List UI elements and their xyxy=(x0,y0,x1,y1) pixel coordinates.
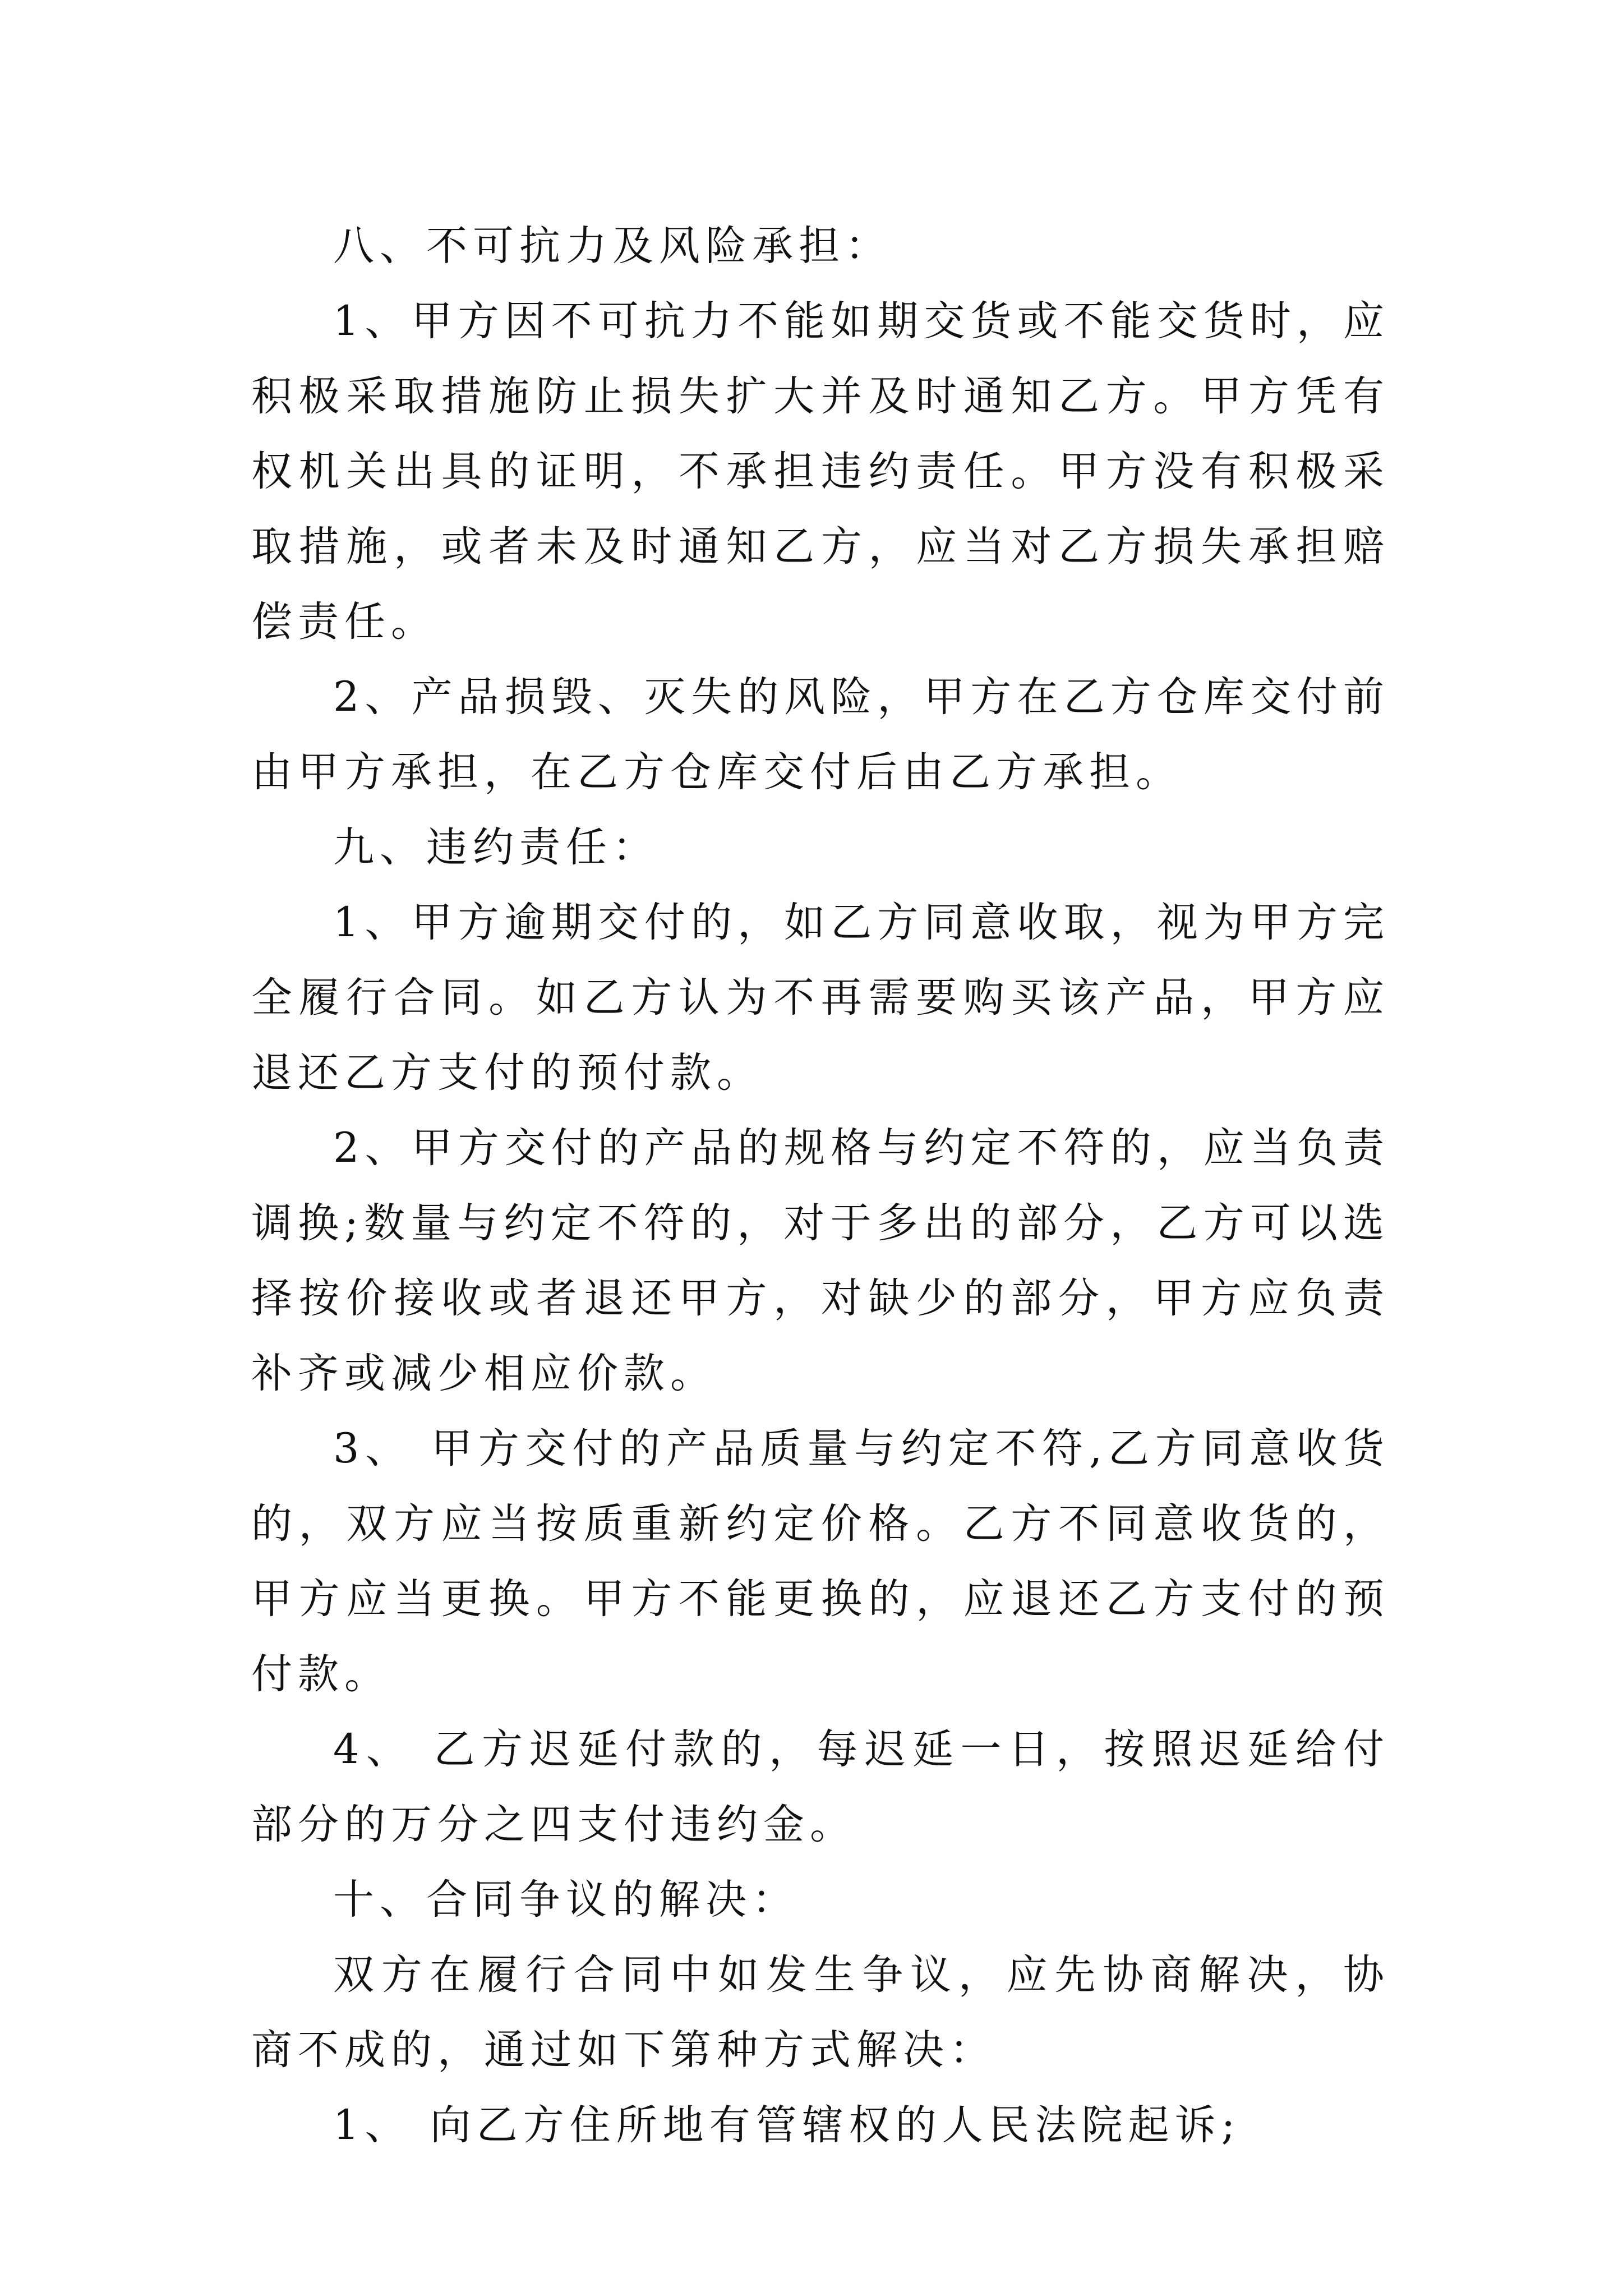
clause-paragraph: 1、 向乙方住所地有管辖权的人民法院起诉; xyxy=(333,2101,1241,2149)
document-body xyxy=(251,209,1390,2163)
section-heading-force-majeure: 八、不可抗力及风险承担： xyxy=(333,222,892,270)
section-heading-liability: 九、违约责任： xyxy=(333,823,659,871)
clause-paragraph: 2、甲方交付的产品的规格与约定不符的，应当负责调换;数量与约定不符的，对于多出的部分，乙方可以选择按价接收或者退还甲方，对缺少的部分，甲方应负责补齐或减少相应价款。 xyxy=(251,1124,1390,1397)
clause-paragraph: 3、 甲方交付的产品质量与约定不符,乙方同意收货的，双方应当按质重新约定价格。乙方不同意收货的，甲方应当更换。甲方不能更换的，应退还乙方支付的预付款。 xyxy=(251,1425,1390,1698)
clause-paragraph: 1、甲方逾期交付的，如乙方同意收取，视为甲方完全履行合同。如乙方认为不再需要购买该产品，甲方应退还乙方支付的预付款。 xyxy=(251,899,1390,1097)
clause-paragraph: 1、甲方因不可抗力不能如期交货或不能交货时，应积极采取措施防止损失扩大并及时通知乙方。甲方凭有权机关出具的证明，不承担违约责任。甲方没有积极采取措施，或者未及时通知乙方，应当对乙方损失承担赔偿责任。 xyxy=(251,297,1390,646)
clause-paragraph: 4、 乙方迟延付款的，每迟延一日，按照迟延给付部分的万分之四支付违约金。 xyxy=(251,1726,1390,1848)
section-heading-dispute: 十、合同争议的解决： xyxy=(333,1876,799,1924)
clause-paragraph: 双方在履行合同中如发生争议，应先协商解决，协商不成的，通过如下第种方式解决： xyxy=(251,1951,1390,2074)
clause-paragraph: 2、产品损毁、灭失的风险，甲方在乙方仓库交付前由甲方承担，在乙方仓库交付后由乙方承担。 xyxy=(251,673,1390,796)
